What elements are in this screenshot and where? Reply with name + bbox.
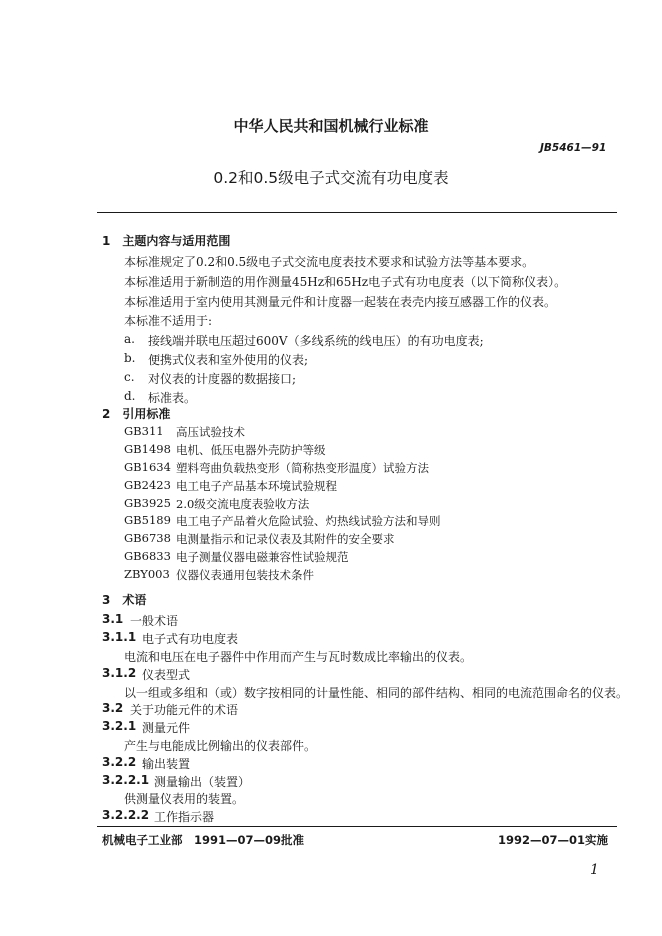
clause-3-2: [102, 701, 239, 717]
sec1-paragraph: 本标准适用于室内使用其测量元件和计度器一起装在表壳内接互感器工作的仪表。: [124, 295, 557, 309]
ref-code: GB1498: [124, 442, 171, 456]
ref-name: 2.0级交流电度表验收方法: [176, 497, 310, 511]
list-mark: d.: [124, 389, 136, 403]
sec1-paragraph: 本标准适用于新制造的用作测量45Hz和65Hz电子式有功电度表（以下简称仪表）。: [124, 275, 567, 289]
clause-3-1-2: [102, 666, 191, 682]
ref-code: GB6738: [124, 531, 171, 545]
clause-3-2-2: [102, 755, 191, 771]
list-mark: c.: [124, 370, 135, 384]
ref-code: GB5189: [124, 513, 171, 527]
section-2-heading: 2 引用标准: [102, 407, 171, 421]
clause-3-1-1: [102, 630, 239, 646]
list-text: 便携式仪表和室外使用的仪表;: [148, 353, 309, 367]
ref-name: 电工电子产品着火危险试验、灼热线试验方法和导则: [176, 514, 441, 528]
clause-number: 3.1.1: [102, 630, 137, 644]
footer-rule: [97, 826, 617, 827]
clause-title: 测量元件: [142, 721, 191, 735]
ref-code: GB6833: [124, 549, 171, 563]
clause-title: 仪表型式: [142, 668, 191, 682]
clause-3-2-2-1: [102, 773, 251, 789]
ref-code: ZBY003: [124, 567, 170, 581]
ref-name: 电子测量仪器电磁兼容性试验规范: [176, 550, 349, 564]
header-rule: [97, 212, 617, 213]
clause-title: 测量输出（装置）: [154, 775, 251, 789]
clause-title: 输出装置: [142, 757, 191, 771]
list-item-d: [124, 389, 197, 405]
ref-name: 塑料弯曲负载热变形（简称热变形温度）试验方法: [176, 461, 429, 475]
ref-code: GB3925: [124, 496, 171, 510]
ref-name: 高压试验技术: [176, 425, 245, 439]
clause-number: 3.1: [102, 612, 124, 626]
page-number: 1: [590, 862, 599, 878]
sec1-paragraph: 本标准不适用于:: [124, 314, 213, 328]
ref-name: 电测量指示和记录仪表及其附件的安全要求: [176, 532, 395, 546]
document-title: 0.2和0.5级电子式交流有功电度表: [213, 169, 449, 187]
issuer-title: 中华人民共和国机械行业标准: [233, 117, 429, 135]
ref-code: GB311: [124, 424, 164, 438]
ref-name: 电工电子产品基本环境试验规程: [176, 479, 337, 493]
clause-title: 电子式有功电度表: [142, 632, 239, 646]
clause-3-2-2-2: [102, 808, 215, 824]
list-mark: a.: [124, 332, 135, 346]
effective-date: 1992—07—01实施: [498, 833, 609, 847]
list-text: 接线端并联电压超过600V（多线系统的线电压）的有功电度表;: [148, 334, 484, 348]
ref-code: GB1634: [124, 460, 171, 474]
section-1-heading: 1 主题内容与适用范围: [102, 234, 231, 248]
clause-number: 3.2.2.2: [102, 808, 150, 822]
clause-number: 3.1.2: [102, 666, 137, 680]
ref-name: 仪器仪表通用包装技术条件: [176, 568, 314, 582]
standard-code: JB5461—91: [540, 142, 607, 154]
list-mark: b.: [124, 351, 136, 365]
clause-title: 工作指示器: [154, 810, 215, 824]
clause-3-1: [102, 612, 179, 628]
section-3-heading: 3 术语: [102, 593, 147, 607]
clause-definition: 供测量仪表用的装置。: [124, 792, 245, 806]
clause-definition: 电流和电压在电子器件中作用而产生与瓦时数成比率输出的仪表。: [124, 650, 473, 664]
clause-number: 3.2.2.1: [102, 773, 150, 787]
clause-number: 3.2.2: [102, 755, 137, 769]
clause-number: 3.2.1: [102, 719, 137, 733]
list-item-c: [124, 370, 297, 386]
approval-line: 机械电子工业部 1991—07—09批准: [102, 833, 305, 847]
clause-number: 3.2: [102, 701, 124, 715]
clause-definition: 以一组或多组和（或）数字按相同的计量性能、相同的部件结构、相同的电流范围命名的仪表。: [124, 686, 629, 700]
clause-definition: 产生与电能成比例输出的仪表部件。: [124, 739, 317, 753]
ref-code: GB2423: [124, 478, 171, 492]
ref-name: 电机、低压电器外壳防护等级: [176, 443, 326, 457]
sec1-paragraph: 本标准规定了0.2和0.5级电子式交流电度表技术要求和试验方法等基本要求。: [124, 255, 535, 269]
list-text: 对仪表的计度器的数据接口;: [148, 372, 297, 386]
clause-3-2-1: [102, 719, 191, 735]
list-item-a: [124, 332, 484, 348]
list-item-b: [124, 351, 309, 367]
clause-title: 关于功能元件的术语: [130, 703, 239, 717]
list-text: 标准表。: [148, 391, 197, 405]
clause-title: 一般术语: [130, 614, 179, 628]
